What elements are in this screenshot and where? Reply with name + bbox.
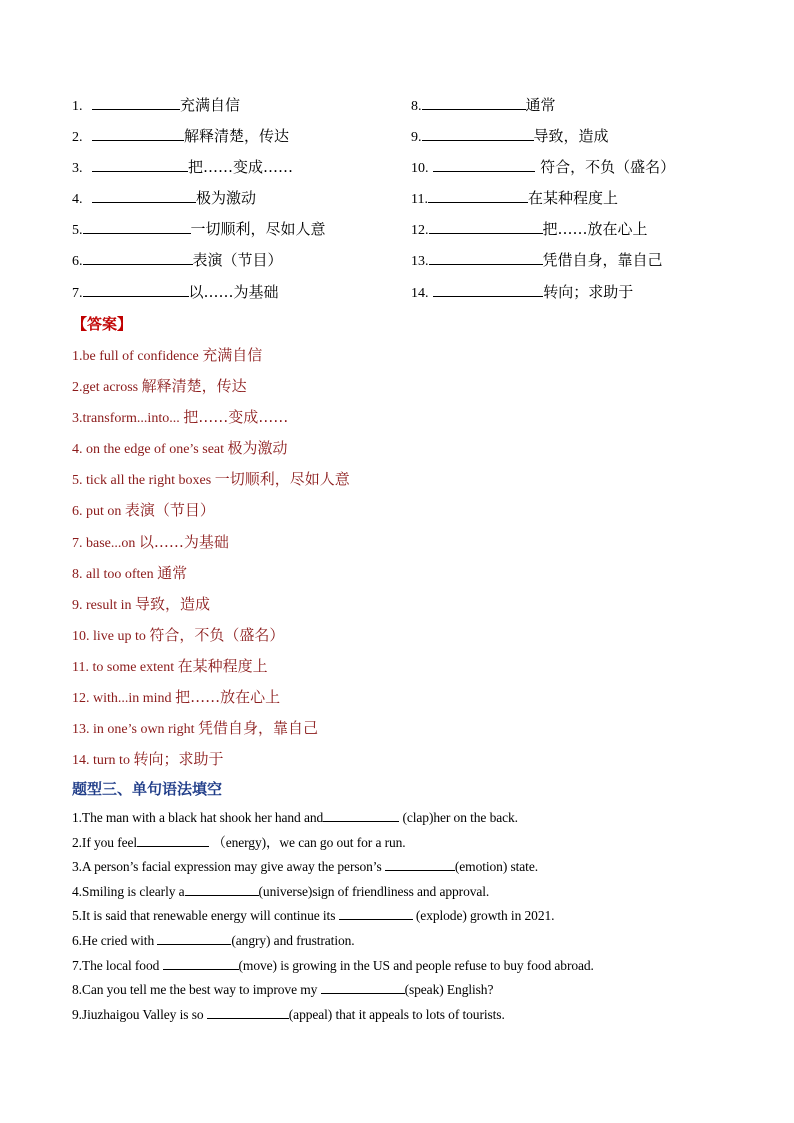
- vocab-meaning: 把……放在心上: [542, 220, 648, 239]
- sentence-start: 1.The man with a black hat shook her hand and: [72, 810, 324, 825]
- vocab-meaning: 在某种程度上: [527, 189, 618, 208]
- sentence-start: 2.If you feel: [72, 834, 138, 850]
- answer-english: 3.transform...into...: [72, 411, 184, 427]
- grammar-item: [72, 806, 752, 831]
- answer-chinese: 在某种程度上: [177, 656, 268, 675]
- answer-blank[interactable]: [433, 280, 543, 297]
- answer-chinese: 凭借自身，靠自己: [198, 719, 319, 738]
- answer-chinese: 通常: [157, 563, 188, 582]
- answer-blank[interactable]: [321, 980, 405, 994]
- sentence-end: (speak) English?: [404, 982, 494, 998]
- answer-item: [72, 526, 732, 557]
- item-number: 7.: [72, 285, 83, 301]
- answer-item: [72, 588, 732, 619]
- answer-english: 6. put on: [72, 504, 125, 520]
- answer-english: 5. tick all the right boxes: [72, 473, 215, 489]
- answer-item: [72, 494, 732, 525]
- sentence-start: 5.It is said that renewable energy will continue its: [72, 908, 339, 924]
- answer-item: [72, 432, 732, 463]
- grammar-item: [72, 880, 752, 905]
- answer-blank[interactable]: [429, 248, 543, 265]
- sentence-start: 6.He cried with: [72, 932, 158, 948]
- answer-chinese: 导致，造成: [135, 594, 211, 613]
- answer-english: 13. in one’s own right: [72, 722, 198, 738]
- answer-blank[interactable]: [163, 956, 239, 970]
- vocab-meaning: 表演（节目）: [192, 251, 283, 270]
- sentence-end: (appeal) that it appeals to lots of tourists.: [288, 1006, 505, 1022]
- vocab-item: [72, 216, 402, 247]
- vocab-item: [72, 154, 402, 185]
- answer-english: 2.get across: [72, 380, 142, 396]
- answer-blank[interactable]: [429, 217, 543, 234]
- sentence-end: (explode) growth in 2021.: [412, 908, 555, 924]
- item-number: 14.: [411, 285, 429, 301]
- answer-item: [72, 743, 732, 774]
- answer-english: 11. to some extent: [72, 659, 178, 675]
- vocab-meaning: 充满自信: [180, 96, 241, 114]
- vocab-item: [411, 92, 711, 123]
- vocab-item: [411, 185, 711, 216]
- vocab-item: [411, 154, 711, 185]
- vocab-item: [411, 123, 711, 154]
- item-number: 6.: [72, 254, 83, 270]
- answer-chinese: 把……变成……: [183, 408, 289, 427]
- answer-chinese: 一切顺利，尽如人意: [214, 470, 350, 489]
- answer-blank[interactable]: [92, 93, 180, 110]
- answer-item: [72, 401, 732, 432]
- vocab-item: [411, 216, 711, 247]
- vocab-column-left: [72, 92, 402, 310]
- answer-chinese: 把……放在心上: [175, 688, 281, 707]
- sentence-end: （energy)，we can go out for a run.: [209, 834, 406, 850]
- sentence-end: (clap)her on the back.: [399, 810, 518, 825]
- item-number: 5.: [72, 223, 83, 239]
- vocab-meaning: 把……变成……: [188, 158, 294, 177]
- vocab-meaning: 符合，不负（盛名）: [540, 158, 676, 177]
- answer-item: [72, 650, 732, 681]
- grammar-item: [72, 831, 752, 856]
- answer-english: 14. turn to: [72, 753, 134, 769]
- answer-item: [72, 370, 732, 401]
- vocab-item: [72, 123, 402, 154]
- vocab-item: [411, 279, 711, 310]
- grammar-exercise: [72, 806, 752, 1027]
- sentence-end: (angry) and frustration.: [231, 932, 355, 948]
- vocab-item: [72, 185, 402, 216]
- vocab-item: [411, 247, 711, 278]
- sentence-end: (emotion) state.: [454, 859, 538, 875]
- answer-item: [72, 339, 732, 370]
- answer-blank[interactable]: [92, 186, 196, 203]
- vocab-meaning: 解释清楚，传达: [184, 127, 290, 146]
- answer-blank[interactable]: [428, 186, 528, 203]
- sentence-end: (universe)sign of friendliness and approval.: [258, 883, 490, 899]
- item-number: 11.: [411, 192, 428, 208]
- answer-blank[interactable]: [385, 857, 455, 871]
- answer-blank[interactable]: [157, 931, 231, 945]
- answer-item: [72, 681, 732, 712]
- answer-blank[interactable]: [433, 155, 535, 172]
- sentence-start: 8.Can you tell me the best way to improve my: [72, 982, 321, 998]
- answer-blank[interactable]: [83, 248, 193, 265]
- answer-blank[interactable]: [83, 280, 189, 297]
- answer-english: 9. result in: [72, 597, 135, 613]
- section-title: 题型三、单句语法填空: [72, 780, 223, 798]
- answer-blank[interactable]: [207, 1005, 289, 1019]
- item-number: 13.: [411, 254, 429, 270]
- answer-blank[interactable]: [92, 155, 188, 172]
- vocab-meaning: 转向；求助于: [543, 282, 634, 301]
- answer-chinese: 表演（节目）: [124, 501, 215, 520]
- answer-item: [72, 463, 732, 494]
- vocab-item: [72, 92, 402, 123]
- answer-chinese: 解释清楚，传达: [141, 377, 247, 396]
- vocab-meaning: 极为激动: [196, 189, 257, 208]
- answer-english: 4. on the edge of one’s seat: [72, 442, 228, 458]
- vocab-item: [72, 247, 402, 278]
- answer-chinese: 以……为基础: [138, 532, 229, 551]
- answer-blank[interactable]: [422, 93, 526, 110]
- vocab-item: [72, 279, 402, 310]
- answer-english: 1.be full of confidence: [72, 349, 203, 364]
- item-number: 3.: [72, 161, 83, 177]
- answer-chinese: 极为激动: [227, 439, 288, 458]
- item-number: 10.: [411, 161, 429, 177]
- answer-blank[interactable]: [422, 124, 534, 141]
- grammar-item: [72, 904, 752, 929]
- grammar-item: [72, 855, 752, 880]
- grammar-item: [72, 978, 752, 1003]
- answer-blank[interactable]: [83, 217, 191, 234]
- item-number: 9.: [411, 130, 422, 146]
- item-number: 2.: [72, 130, 83, 146]
- vocab-meaning: 一切顺利，尽如人意: [190, 220, 326, 239]
- answer-item: [72, 557, 732, 588]
- vocab-meaning: 通常: [525, 96, 556, 114]
- answer-english: 8. all too often: [72, 566, 158, 582]
- answer-chinese: 转向；求助于: [133, 750, 224, 769]
- answer-item: [72, 619, 732, 650]
- vocab-meaning: 以……为基础: [188, 282, 279, 301]
- answer-blank[interactable]: [185, 882, 259, 896]
- vocab-column-right: [411, 92, 711, 310]
- item-number: 12.: [411, 223, 429, 239]
- answer-english: 10. live up to: [72, 628, 150, 644]
- answer-blank[interactable]: [137, 833, 209, 847]
- sentence-start: 4.Smiling is clearly a: [72, 883, 185, 899]
- answer-heading: 【答案】: [72, 315, 133, 333]
- grammar-item: [72, 929, 752, 954]
- vocab-meaning: 导致，造成: [533, 127, 609, 146]
- answer-chinese: 符合，不负（盛名）: [149, 625, 285, 644]
- grammar-item: [72, 954, 752, 979]
- answer-english: 7. base...on: [72, 535, 139, 551]
- item-number: 4.: [72, 192, 83, 208]
- sentence-start: 7.The local food: [72, 957, 163, 973]
- answer-blank[interactable]: [92, 124, 184, 141]
- sentence-start: 9.Jiuzhaigou Valley is so: [72, 1006, 207, 1022]
- answer-blank[interactable]: [323, 808, 399, 822]
- answer-key: [72, 309, 732, 774]
- answer-item: [72, 712, 732, 743]
- sentence-start: 3.A person’s facial expression may give away the person’s: [72, 859, 385, 875]
- answer-english: 12. with...in mind: [72, 691, 176, 707]
- vocab-meaning: 凭借自身，靠自己: [542, 251, 663, 270]
- answer-chinese: 充满自信: [202, 346, 263, 364]
- item-number: 8.: [411, 99, 422, 114]
- item-number: 1.: [72, 99, 83, 114]
- sentence-end: (move) is growing in the US and people refuse to buy food abroad.: [238, 957, 594, 973]
- grammar-item: [72, 1003, 752, 1028]
- answer-blank[interactable]: [339, 906, 413, 920]
